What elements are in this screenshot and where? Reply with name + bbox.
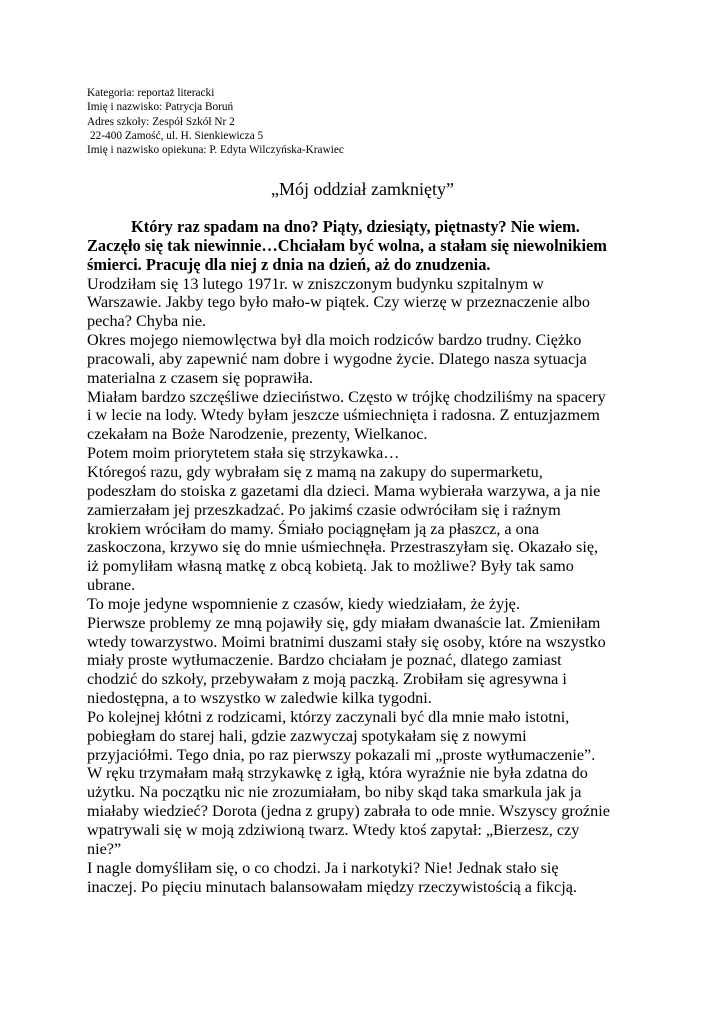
body-line: Po kolejnej kłótni z rodzicami, którzy zaczynali być dla mnie mało istotni,: [87, 707, 570, 726]
body-line: I nagle domyśliłam się, o co chodzi. Ja i narkotyki? Nie! Jednak stało się: [87, 858, 559, 877]
body-line: inaczej. Po pięciu minutach balansowałam między rzeczywistością a fikcją.: [87, 877, 577, 896]
body-line: W ręku trzymałam małą strzykawkę z igłą, która wyraźnie nie była zdatna do: [87, 764, 588, 783]
body-line: podeszłam do stoiska z gazetami dla dzieci. Mama wybierała warzywa, a ja nie: [87, 481, 601, 500]
body-line: krokiem wróciłam do mamy. Śmiało pociągnęłam ją za płaszcz, a ona: [87, 519, 540, 538]
body-line: To moje jedyne wspomnienie z czasów, kiedy wiedziałam, że żyję.: [87, 594, 520, 613]
body-line: przyjaciółmi. Tego dnia, po raz pierwszy pokazali mi „proste wytłumaczenie”.: [87, 745, 596, 764]
body-line: śmierci. Pracuję dla niej z dnia na dzień, aż do znudzenia.: [87, 254, 491, 274]
school-line: Adres szkoły: Zespół Szkół Nr 2: [87, 115, 235, 128]
body-line: wpatrywali się w moją zdziwioną twarz. Wtedy ktoś zapytał: „Bierzesz, czy: [87, 821, 580, 839]
body-line: Który raz spadam na dno? Piąty, dziesiąty, piętnasty? Nie wiem.: [131, 217, 580, 236]
body-line: miałaby wiedzieć? Dorota (jedna z grupy) zabrała to ode mnie. Wszyscy groźnie: [87, 802, 610, 821]
body-line: i w lecie na lody. Wtedy byłam jeszcze uśmiechnięta i radosna. Z entuzjazmem: [87, 406, 600, 425]
body-line: miały proste wytłumaczenie. Bardzo chciałam je poznać, dlatego zamiast: [87, 651, 562, 670]
body-line: użytku. Na początku nic nie zrozumiałam, bo niby skąd taka smarkula jak ja: [87, 783, 582, 802]
document-title: „Mój oddział zamknięty”: [271, 179, 454, 199]
body-line: czekałam na Boże Narodzenie, prezenty, Wielkanoc.: [87, 425, 428, 444]
body-line: zaskoczona, krzywo się do mnie uśmiechnęła. Przestraszyłam się. Okazało się,: [87, 538, 599, 557]
body-line: pobiegłam do starej hali, gdzie zazwyczaj spotykałam się z nowymi: [87, 726, 527, 745]
body-line: pecha? Chyba nie.: [87, 312, 207, 331]
body-line: pracowali, aby zapewnić nam dobre i wygodne życie. Dlatego nasza sytuacja: [87, 349, 587, 368]
author-name-line: Imię i nazwisko: Patrycja Boruń: [87, 101, 234, 114]
body-line: niedostępna, a to wszystko w zaledwie kilka tygodni.: [87, 689, 432, 708]
category-line: Kategoria: reportaż literacki: [87, 87, 215, 99]
body-line: Zaczęło się tak niewinnie…Chciałam być wolna, a stałam się niewolnikiem: [87, 235, 607, 255]
supervisor-line: Imię i nazwisko opiekuna: P. Edyta Wilczyńska-Krawiec: [87, 144, 344, 157]
document-header: [87, 86, 344, 157]
body-line: Okres mojego niemowlęctwa był dla moich rodziców bardzo trudny. Ciężko: [87, 331, 582, 350]
address-line: 22-400 Zamość, ul. H. Sienkiewicza 5: [90, 129, 264, 142]
body-line: iż pomyliłam własną matkę z obcą kobietą. Jak to możliwe? Były tak samo: [87, 557, 574, 576]
body-line: wtedy towarzystwo. Moimi bratnimi duszami stały się osoby, które na wszystko: [87, 632, 606, 651]
body-line: nie?”: [87, 839, 122, 858]
body-line: Miałam bardzo szczęśliwe dzieciństwo. Często w trójkę chodziliśmy na spacery: [87, 387, 606, 406]
body-line: materialna z czasem się poprawiła.: [87, 368, 314, 387]
body-line: Warszawie. Jakby tego było mało-w piątek. Czy wierzę w przeznaczenie albo: [87, 293, 590, 312]
body-line: zamierzałam jej przeszkadzać. Po jakimś czasie odwróciłam się i raźnym: [87, 500, 561, 519]
body-line: Pierwsze problemy ze mną pojawiły się, gdy miałam dwanaście lat. Zmieniłam: [87, 613, 601, 632]
body-line: chodzić do szkoły, przebywałam z moją paczką. Zrobiłam się agresywna i: [87, 670, 567, 689]
body-line: Potem moim priorytetem stała się strzykawka…: [87, 444, 400, 463]
body-line: Urodziłam się 13 lutego 1971r. w zniszczonym budynku szpitalnym w: [87, 274, 544, 293]
body-line: Któregoś razu, gdy wybrałam się z mamą na zakupy do supermarketu,: [87, 462, 543, 481]
body-line: ubrane.: [87, 576, 136, 595]
document-body: [87, 218, 647, 896]
